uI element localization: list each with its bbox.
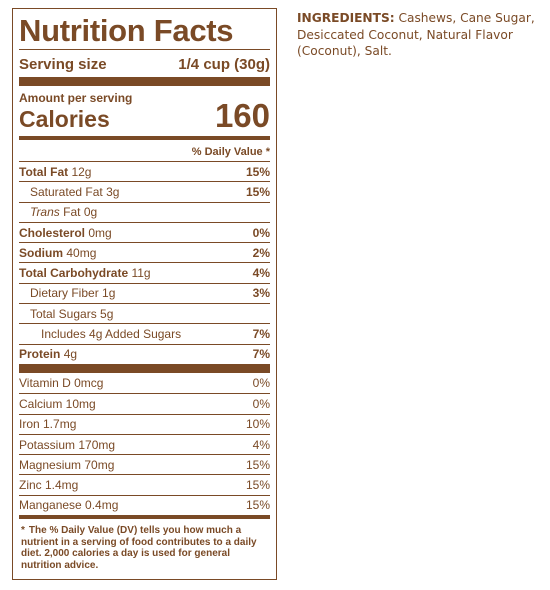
nutrient-amount: 3g bbox=[106, 184, 120, 199]
nutrient-row-sodium bbox=[19, 242, 270, 262]
nutrient-amount: 5g bbox=[100, 306, 114, 321]
nutrient-name: Protein bbox=[19, 347, 61, 362]
nutrient-row-saturated-fat bbox=[19, 181, 270, 201]
nutrient-pct: 15% bbox=[245, 164, 270, 179]
nutrient-amount: 1g bbox=[102, 286, 116, 301]
vitamin-pct: 4% bbox=[252, 437, 270, 452]
daily-value-header: % Daily Value * bbox=[191, 146, 270, 158]
nutrient-name: Trans bbox=[30, 205, 60, 220]
nutrient-name: Includes 4g Added Sugars bbox=[41, 327, 182, 342]
vitamin-pct: 10% bbox=[245, 417, 270, 432]
vitamin-row-manganese bbox=[19, 495, 270, 515]
serving-size-label: Serving size bbox=[19, 56, 107, 73]
vitamin-row-potassium bbox=[19, 434, 270, 454]
nutrient-row-cholesterol bbox=[19, 222, 270, 242]
vitamin-pct: 15% bbox=[245, 478, 270, 493]
footnote-text: The % Daily Value (DV) tells you how much a nutrient in a serving of food contributes to a daily diet. 2,000 calories a day is used for general nutrition advice. bbox=[21, 525, 257, 571]
nutrient-pct: 3% bbox=[252, 286, 270, 301]
nutrient-name: Cholesterol bbox=[19, 225, 86, 240]
nutrient-pct: 7% bbox=[252, 327, 270, 342]
vitamin-pct: 0% bbox=[252, 376, 270, 391]
vitamin-row-magnesium bbox=[19, 454, 270, 474]
vitamin-name: Potassium 170mg bbox=[19, 437, 116, 452]
nutrient-row-protein bbox=[19, 344, 270, 364]
nutrient-row-dietary-fiber bbox=[19, 283, 270, 303]
vitamin-name: Iron 1.7mg bbox=[19, 417, 77, 432]
calories-label: Calories bbox=[19, 106, 110, 132]
daily-value-footnote bbox=[19, 519, 270, 571]
nutrient-amount: Fat 0g bbox=[63, 205, 98, 220]
vitamin-name: Vitamin D 0mcg bbox=[19, 376, 104, 391]
nutrient-amount: 11g bbox=[131, 266, 151, 281]
nutrient-name: Total Fat bbox=[19, 164, 69, 179]
nutrient-pct: 2% bbox=[252, 245, 270, 260]
footnote-star: * bbox=[21, 525, 25, 537]
nutrient-pct: 4% bbox=[252, 266, 270, 281]
divider-thick bbox=[19, 77, 270, 86]
nutrient-row-total-sugars bbox=[19, 303, 270, 323]
nutrient-row-trans-fat bbox=[19, 202, 270, 222]
nutrient-amount: 12g bbox=[71, 164, 92, 179]
nutrient-pct: 0% bbox=[252, 225, 270, 240]
ingredients-heading: INGREDIENTS: bbox=[297, 11, 395, 25]
vitamin-row-vitamin-d bbox=[19, 373, 270, 393]
nutrient-name: Sodium bbox=[19, 245, 63, 260]
vitamin-pct: 0% bbox=[252, 396, 270, 411]
nutrient-amount: 40mg bbox=[66, 245, 97, 260]
vitamin-pct: 15% bbox=[245, 498, 270, 513]
vitamin-name: Magnesium 70mg bbox=[19, 457, 115, 472]
serving-size-row bbox=[19, 50, 270, 77]
calories-value: 160 bbox=[214, 97, 270, 134]
nutrient-pct: 7% bbox=[252, 347, 270, 362]
divider-thick bbox=[19, 364, 270, 373]
vitamin-name: Zinc 1.4mg bbox=[19, 478, 79, 493]
nutrient-name: Dietary Fiber bbox=[30, 286, 99, 301]
nutrient-row-total-fat bbox=[19, 161, 270, 181]
ingredients-block bbox=[297, 10, 537, 60]
vitamin-row-calcium bbox=[19, 393, 270, 413]
label-title: Nutrition Facts bbox=[19, 13, 234, 48]
nutrient-name: Total Sugars bbox=[30, 306, 97, 321]
nutrient-name: Total Carbohydrate bbox=[19, 266, 129, 281]
vitamin-row-iron bbox=[19, 414, 270, 434]
nutrient-pct: 15% bbox=[245, 184, 270, 199]
divider-medium bbox=[19, 136, 270, 140]
nutrient-row-total-carbohydrate bbox=[19, 262, 270, 282]
serving-size-value: 1/4 cup (30g) bbox=[178, 56, 270, 73]
vitamin-pct: 15% bbox=[245, 457, 270, 472]
ingredients-text: Cashews, Cane Sugar, Desiccated Coconut, Natural Flavor (Coconut), Salt. bbox=[297, 11, 535, 58]
nutrient-row-added-sugars bbox=[19, 323, 270, 343]
nutrient-amount: 0mg bbox=[88, 225, 112, 240]
vitamin-name: Calcium 10mg bbox=[19, 396, 96, 411]
vitamin-name: Manganese 0.4mg bbox=[19, 498, 119, 513]
nutrient-amount: 4g bbox=[63, 347, 78, 362]
nutrient-name: Saturated Fat bbox=[30, 184, 103, 199]
amount-per-serving: Amount per serving bbox=[19, 91, 133, 105]
vitamin-row-zinc bbox=[19, 474, 270, 494]
nutrition-facts-label bbox=[12, 8, 277, 580]
